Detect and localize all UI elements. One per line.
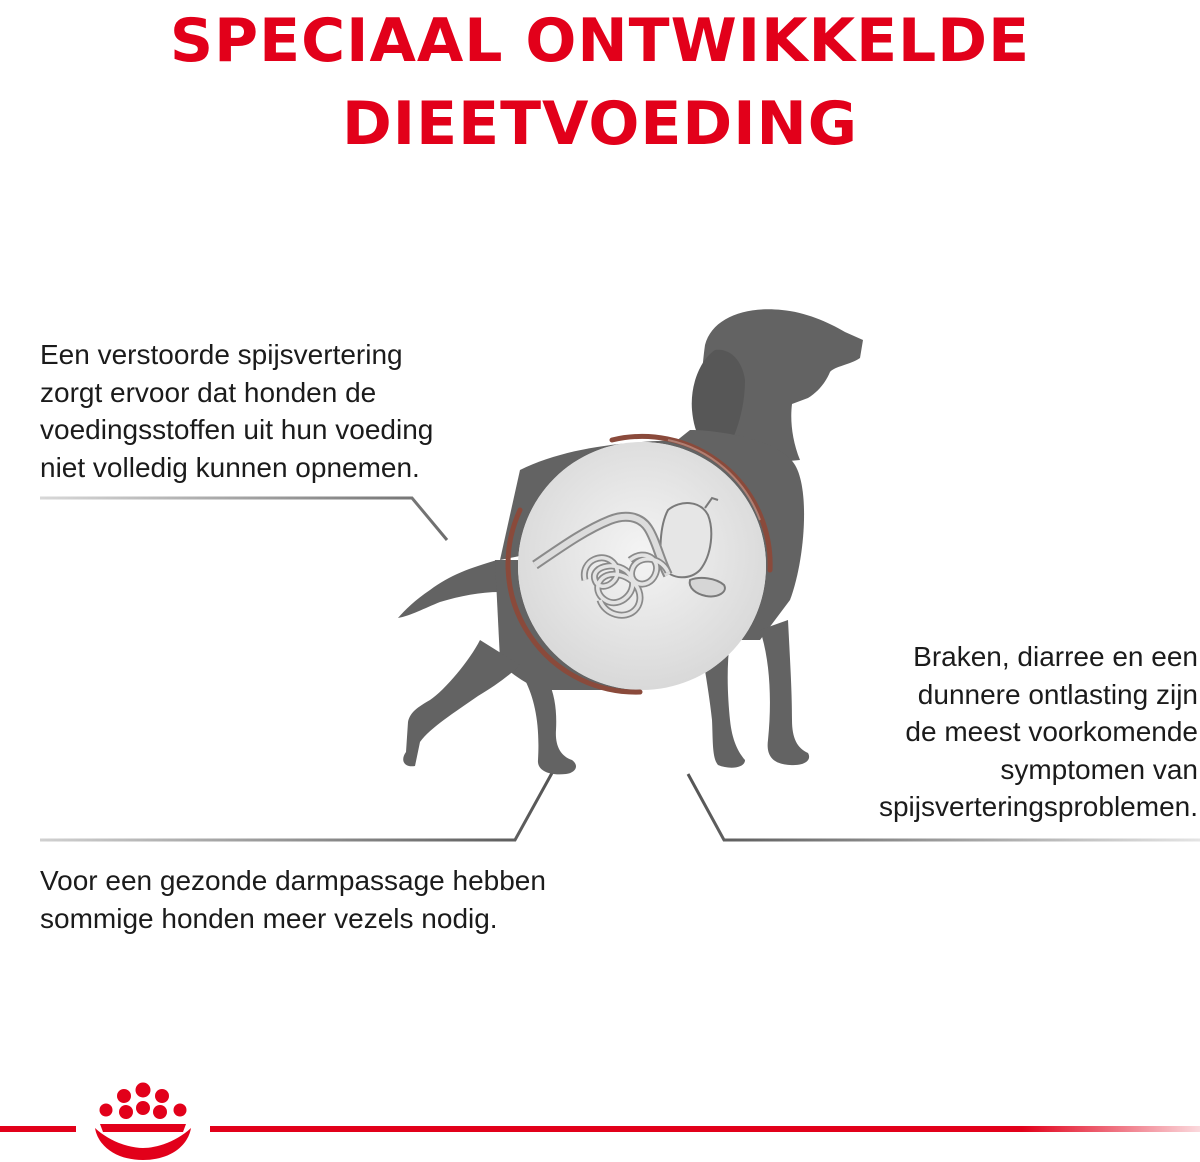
title-line-1: SPECIAAL ONTWIKKELDE — [169, 6, 1031, 76]
title-line-2: DIEETVOEDING — [342, 89, 858, 159]
footer-divider-left — [0, 1126, 76, 1132]
connector-top-left — [40, 498, 447, 540]
callout-line: symptomen van — [1000, 753, 1198, 785]
callout-line: spijsverteringsproblemen. — [878, 791, 1198, 822]
callout-digestion — [40, 336, 433, 486]
callout-line: Een verstoorde spijsvertering — [40, 339, 403, 370]
callout-line: sommige honden meer vezels nodig. — [40, 902, 498, 934]
callout-line: Voor een gezonde darmpassage hebben — [40, 865, 546, 896]
callout-fiber — [40, 862, 546, 937]
callout-line: Braken, diarree en een — [913, 641, 1198, 672]
crown-logo-icon — [95, 1083, 191, 1161]
callout-line: de meest voorkomende — [905, 716, 1198, 747]
callout-line: voedingsstoffen uit hun voeding — [40, 414, 434, 445]
connector-bottom-left — [40, 773, 552, 840]
footer-divider-right — [210, 1126, 1200, 1132]
callout-symptoms — [879, 638, 1198, 826]
callout-line: dunnere ontlasting zijn — [917, 678, 1198, 710]
callout-line: zorgt ervoor dat honden de — [40, 376, 377, 408]
callout-line: niet volledig kunnen opnemen. — [40, 451, 420, 483]
